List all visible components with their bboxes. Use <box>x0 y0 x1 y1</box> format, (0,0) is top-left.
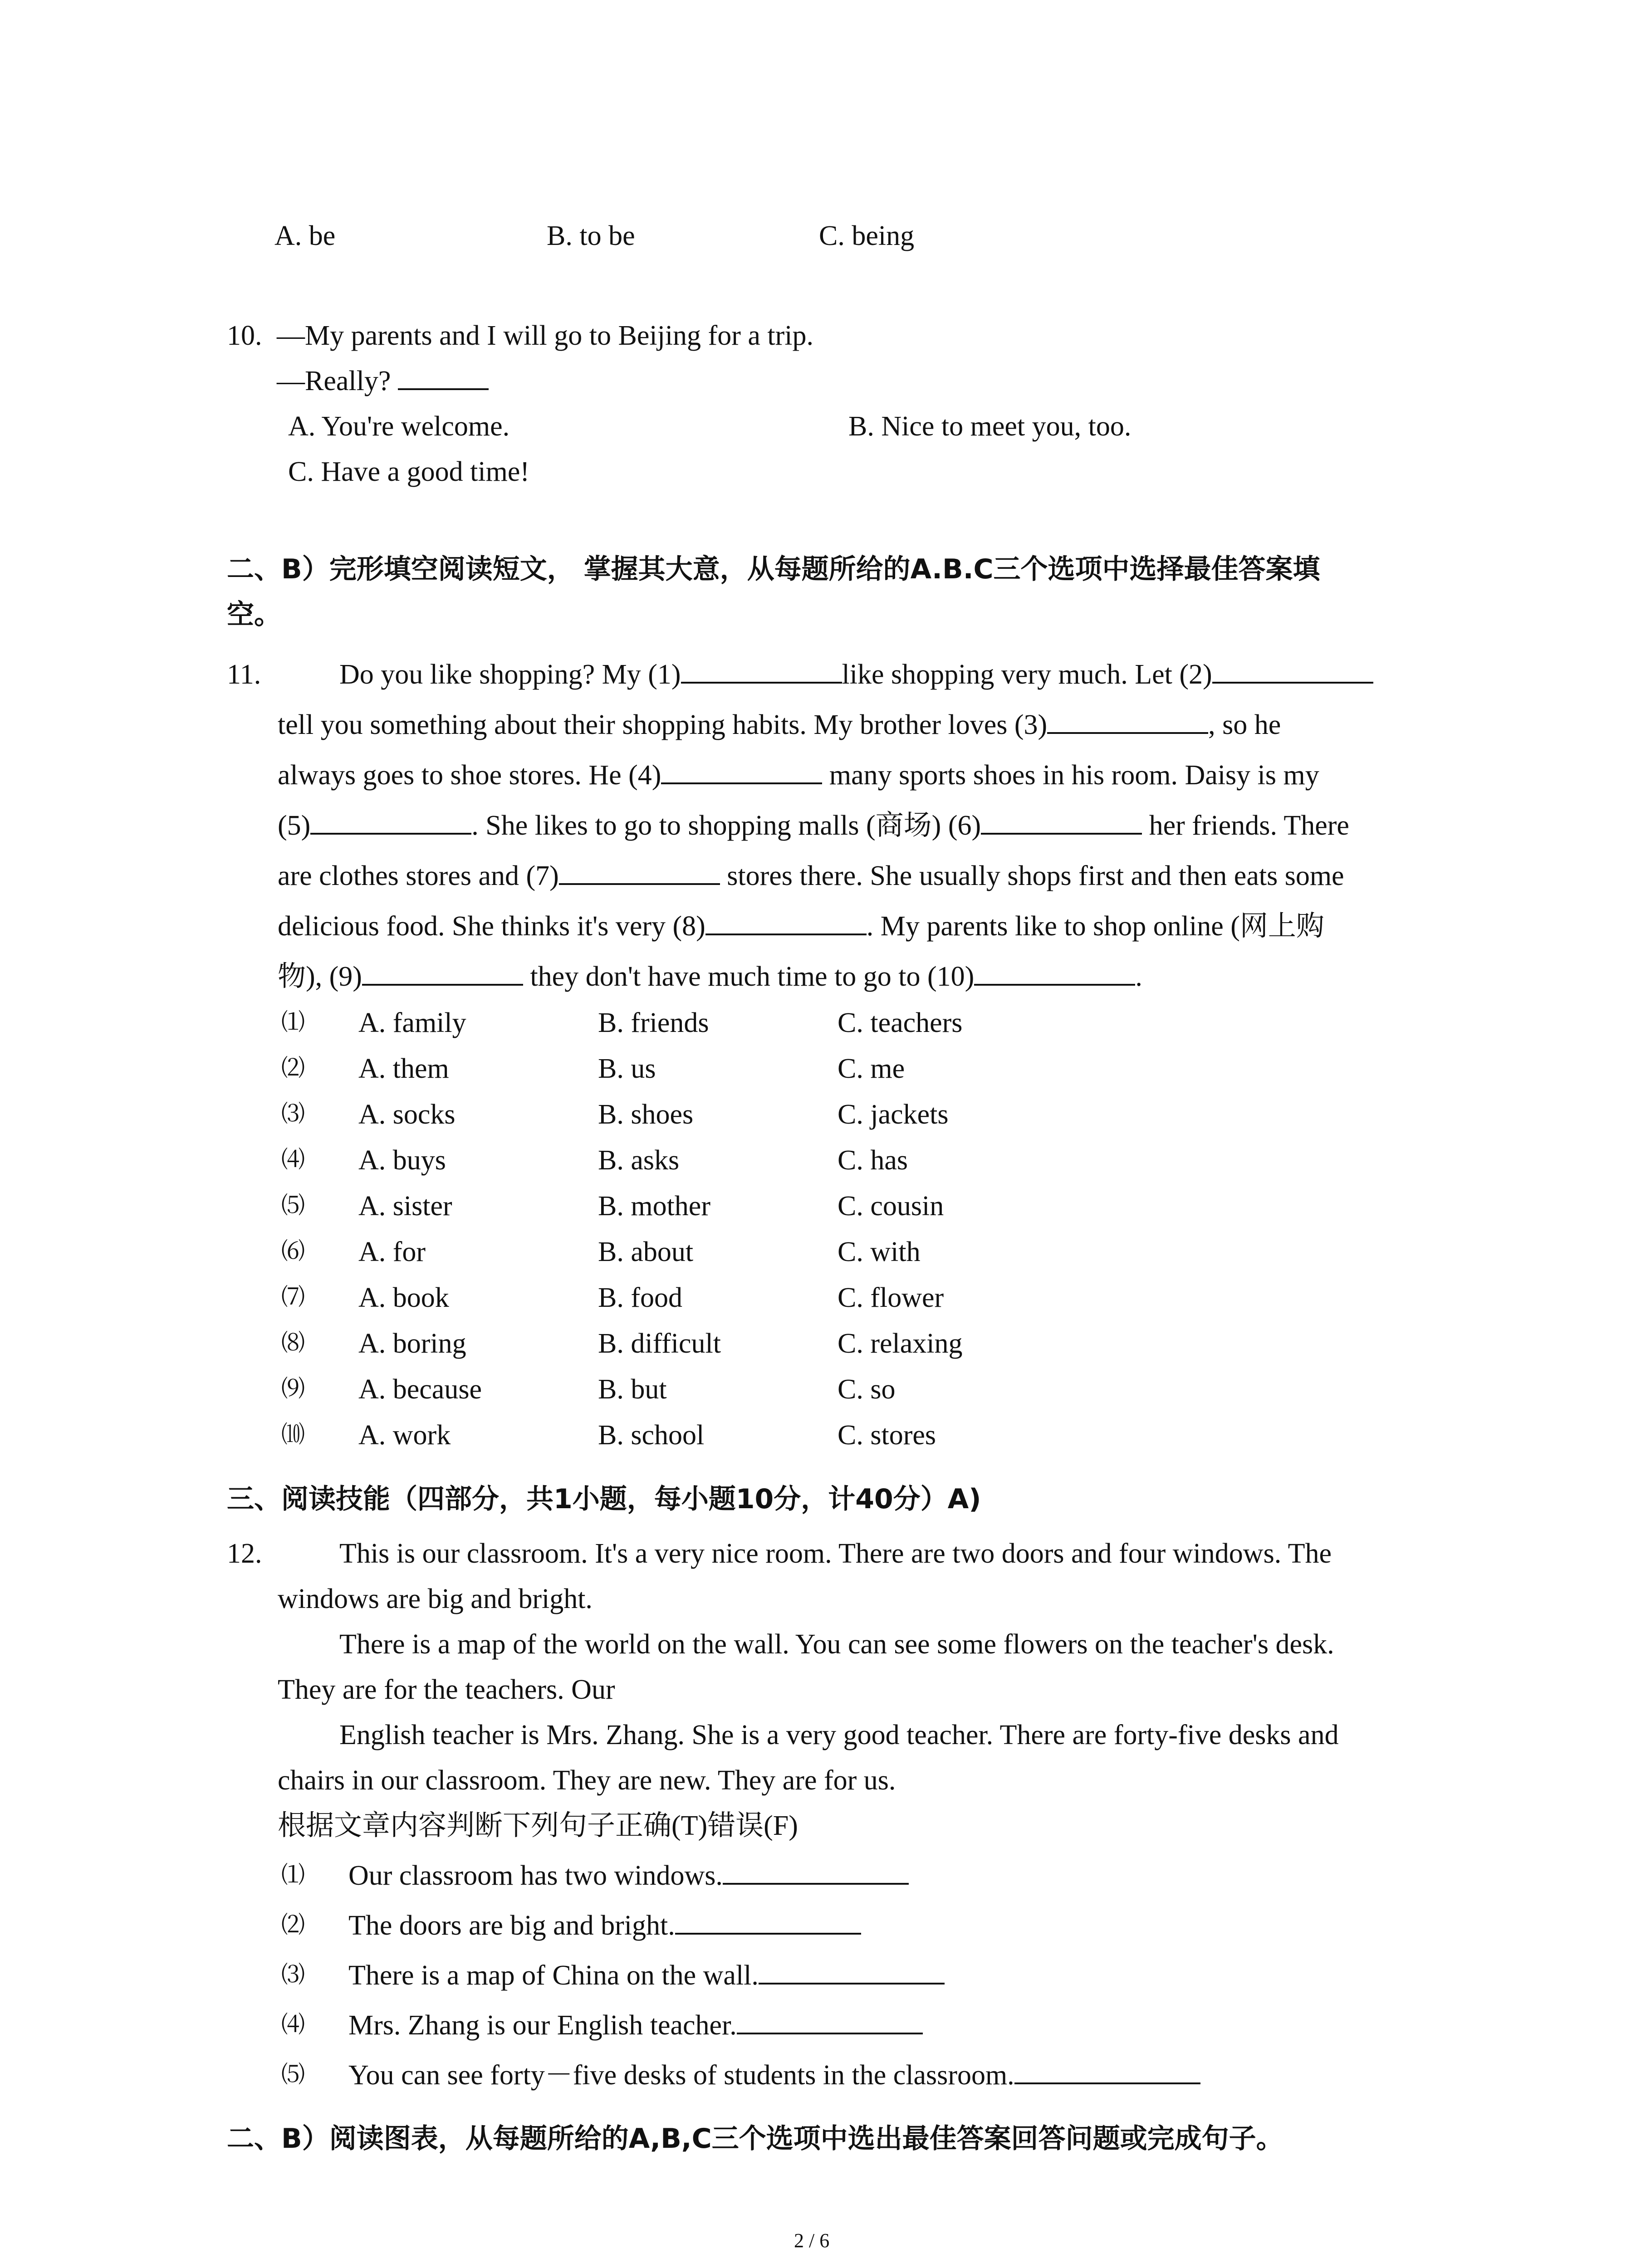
q11-option-num: ⑻ <box>281 1330 305 1356</box>
q12-passage-line6: chairs in our classroom. They are new. They are for us. <box>278 1765 896 1796</box>
q11-option-b: B. shoes <box>598 1099 694 1130</box>
q12-statement-text: The doors are big and bright. <box>348 1910 675 1941</box>
q11-blank-9 <box>362 960 523 986</box>
q11-text: (5) <box>278 810 311 841</box>
q12-statement-text: Mrs. Zhang is our English teacher. <box>348 2010 737 2041</box>
q11-option-a: A. socks <box>358 1099 456 1130</box>
q11-blank-4 <box>661 759 822 784</box>
q12-statement <box>348 2057 1200 2093</box>
q11-passage-line7 <box>278 958 1142 995</box>
q12-statement-num: ⑶ <box>281 1962 305 1988</box>
section2b-cloze-heading-line2: 空。 <box>227 599 281 631</box>
q11-option-b: B. us <box>598 1053 656 1084</box>
q11-passage-line5 <box>278 858 1344 894</box>
q11-number: 11. <box>227 659 261 690</box>
q11-option-c: C. me <box>838 1053 905 1084</box>
q11-option-num: ⑺ <box>281 1285 305 1310</box>
section2b-cloze-heading-line1: 二、B）完形填空阅读短文， 掌握其大意，从每题所给的A.B.C三个选项中选择最佳答案填 <box>227 553 1320 585</box>
q12-passage-line3: There is a map of the world on the wall. You can see some flowers on the teacher's desk. <box>339 1629 1334 1660</box>
q9-option-c: C. being <box>819 220 915 251</box>
q12-answer-blank <box>737 2009 923 2034</box>
q11-blank-1 <box>681 658 842 684</box>
q12-answer-blank <box>759 1959 945 1984</box>
q12-statement-num: ⑷ <box>281 2012 305 2038</box>
q11-option-c: C. relaxing <box>838 1328 963 1359</box>
q11-text: many sports shoes in his room. Daisy is my <box>822 760 1319 791</box>
q11-option-num: ⑴ <box>281 1010 305 1036</box>
q12-statement <box>348 1857 909 1894</box>
q11-option-num: ⑷ <box>281 1147 305 1173</box>
q10-line1: —My parents and I will go to Beijing for a trip. <box>277 320 813 351</box>
q11-text: . She likes to go to shopping malls (商场) (6) <box>471 810 981 841</box>
q11-text: tell you something about their shopping habits. My brother loves (3) <box>278 709 1048 740</box>
q12-answer-blank <box>675 1909 861 1935</box>
q11-blank-8 <box>705 910 867 935</box>
q11-option-b: B. asks <box>598 1145 680 1176</box>
q11-text: . <box>1135 961 1142 992</box>
q11-option-b: B. school <box>598 1420 705 1451</box>
q10-option-a: A. You're welcome. <box>288 411 510 442</box>
section2b-chart-heading: 二、B）阅读图表，从每题所给的A,B,C三个选项中选出最佳答案回答问题或完成句子。 <box>227 2123 1283 2155</box>
q11-passage-line1 <box>339 656 1373 693</box>
q11-option-a: A. sister <box>358 1191 452 1222</box>
q11-option-a: A. buys <box>358 1145 446 1176</box>
q11-blank-3 <box>1047 709 1208 734</box>
q12-statement <box>348 1907 861 1944</box>
q11-option-num: ⑵ <box>281 1056 305 1081</box>
q12-statement-num: ⑵ <box>281 1912 305 1938</box>
q11-option-num: ⑼ <box>281 1376 305 1402</box>
q11-passage-line4 <box>278 807 1349 844</box>
q11-text: like shopping very much. Let (2) <box>842 659 1212 690</box>
q11-text: . My parents like to shop online (网上购 <box>866 911 1324 942</box>
q11-text: 物), (9) <box>278 961 362 992</box>
q11-blank-2 <box>1212 658 1373 684</box>
q11-option-a: A. family <box>358 1007 466 1038</box>
q11-option-c: C. stores <box>838 1420 936 1451</box>
q11-text: are clothes stores and (7) <box>278 860 559 891</box>
q11-blank-5 <box>310 809 471 835</box>
q12-statement-num: ⑴ <box>281 1862 305 1888</box>
q9-option-a: A. be <box>274 220 336 251</box>
q12-statement <box>348 1957 945 1994</box>
q11-blank-6 <box>981 809 1142 835</box>
q12-answer-blank <box>723 1859 909 1885</box>
q10-line2-text: —Really? <box>277 366 398 396</box>
q11-passage-line3 <box>278 757 1319 793</box>
q12-statement-num: ⑸ <box>281 2062 305 2088</box>
q11-option-b: B. difficult <box>598 1328 721 1359</box>
q10-option-b: B. Nice to meet you, too. <box>848 411 1132 442</box>
page-number: 2 / 6 <box>794 2229 830 2252</box>
q11-option-b: B. food <box>598 1282 682 1313</box>
q11-option-b: B. but <box>598 1374 667 1405</box>
q11-option-a: A. boring <box>358 1328 466 1359</box>
q12-passage-line1: This is our classroom. It's a very nice room. There are two doors and four windows. The <box>339 1538 1332 1569</box>
q11-option-c: C. so <box>838 1374 896 1405</box>
q11-text: they don't have much time to go to (10) <box>523 961 975 992</box>
q12-statement-text: There is a map of China on the wall. <box>348 1960 759 1991</box>
q11-passage-line2 <box>278 707 1281 743</box>
q11-option-c: C. cousin <box>838 1191 944 1222</box>
q11-option-a: A. them <box>358 1053 449 1084</box>
q11-option-num: ⑶ <box>281 1101 305 1127</box>
q11-text: always goes to shoe stores. He (4) <box>278 760 661 791</box>
q10-answer-blank <box>398 365 489 390</box>
q12-answer-blank <box>1014 2059 1200 2084</box>
q11-blank-10 <box>974 960 1135 986</box>
q10-number: 10. <box>227 320 262 351</box>
q11-text: Do you like shopping? My (1) <box>339 659 681 690</box>
q11-blank-7 <box>559 860 720 885</box>
q11-text: stores there. She usually shops first and then eats some <box>720 860 1344 891</box>
q12-statement <box>348 2007 923 2043</box>
q11-option-c: C. flower <box>838 1282 944 1313</box>
q11-option-b: B. mother <box>598 1191 710 1222</box>
q12-statement-text: You can see forty－five desks of students in the classroom. <box>348 2060 1014 2091</box>
q11-option-b: B. about <box>598 1237 694 1267</box>
q11-option-c: C. teachers <box>838 1007 963 1038</box>
q11-option-a: A. work <box>358 1420 451 1451</box>
q11-option-a: A. because <box>358 1374 482 1405</box>
q12-passage-line5: English teacher is Mrs. Zhang. She is a very good teacher. There are forty-five desks and <box>339 1720 1339 1750</box>
q11-text: , so he <box>1208 709 1281 740</box>
q11-passage-line6 <box>278 908 1324 944</box>
q11-option-a: A. book <box>358 1282 449 1313</box>
q10-option-c: C. Have a good time! <box>288 456 530 487</box>
q11-option-b: B. friends <box>598 1007 709 1038</box>
q11-option-a: A. for <box>358 1237 426 1267</box>
q12-statement-text: Our classroom has two windows. <box>348 1860 723 1891</box>
q12-passage-line4: They are for the teachers. Our <box>278 1674 615 1705</box>
q9-option-b: B. to be <box>547 220 635 251</box>
q11-option-num: ⑹ <box>281 1239 305 1265</box>
q12-number: 12. <box>227 1538 262 1569</box>
q11-text: delicious food. She thinks it's very (8) <box>278 911 705 942</box>
q12-passage-line2: windows are big and bright. <box>278 1584 593 1614</box>
q11-text: her friends. There <box>1142 810 1349 841</box>
section3-heading: 三、阅读技能（四部分，共1小题，每小题10分，计40分）A) <box>227 1483 981 1515</box>
q11-option-c: C. has <box>838 1145 908 1176</box>
q11-option-num: ⑸ <box>281 1193 305 1219</box>
q11-option-num: ⑽ <box>281 1422 305 1448</box>
q11-option-c: C. with <box>838 1237 921 1267</box>
q11-option-c: C. jackets <box>838 1099 949 1130</box>
q12-instruction: 根据文章内容判断下列句子正确(T)错误(F) <box>278 1810 798 1841</box>
q10-line2 <box>277 363 489 399</box>
